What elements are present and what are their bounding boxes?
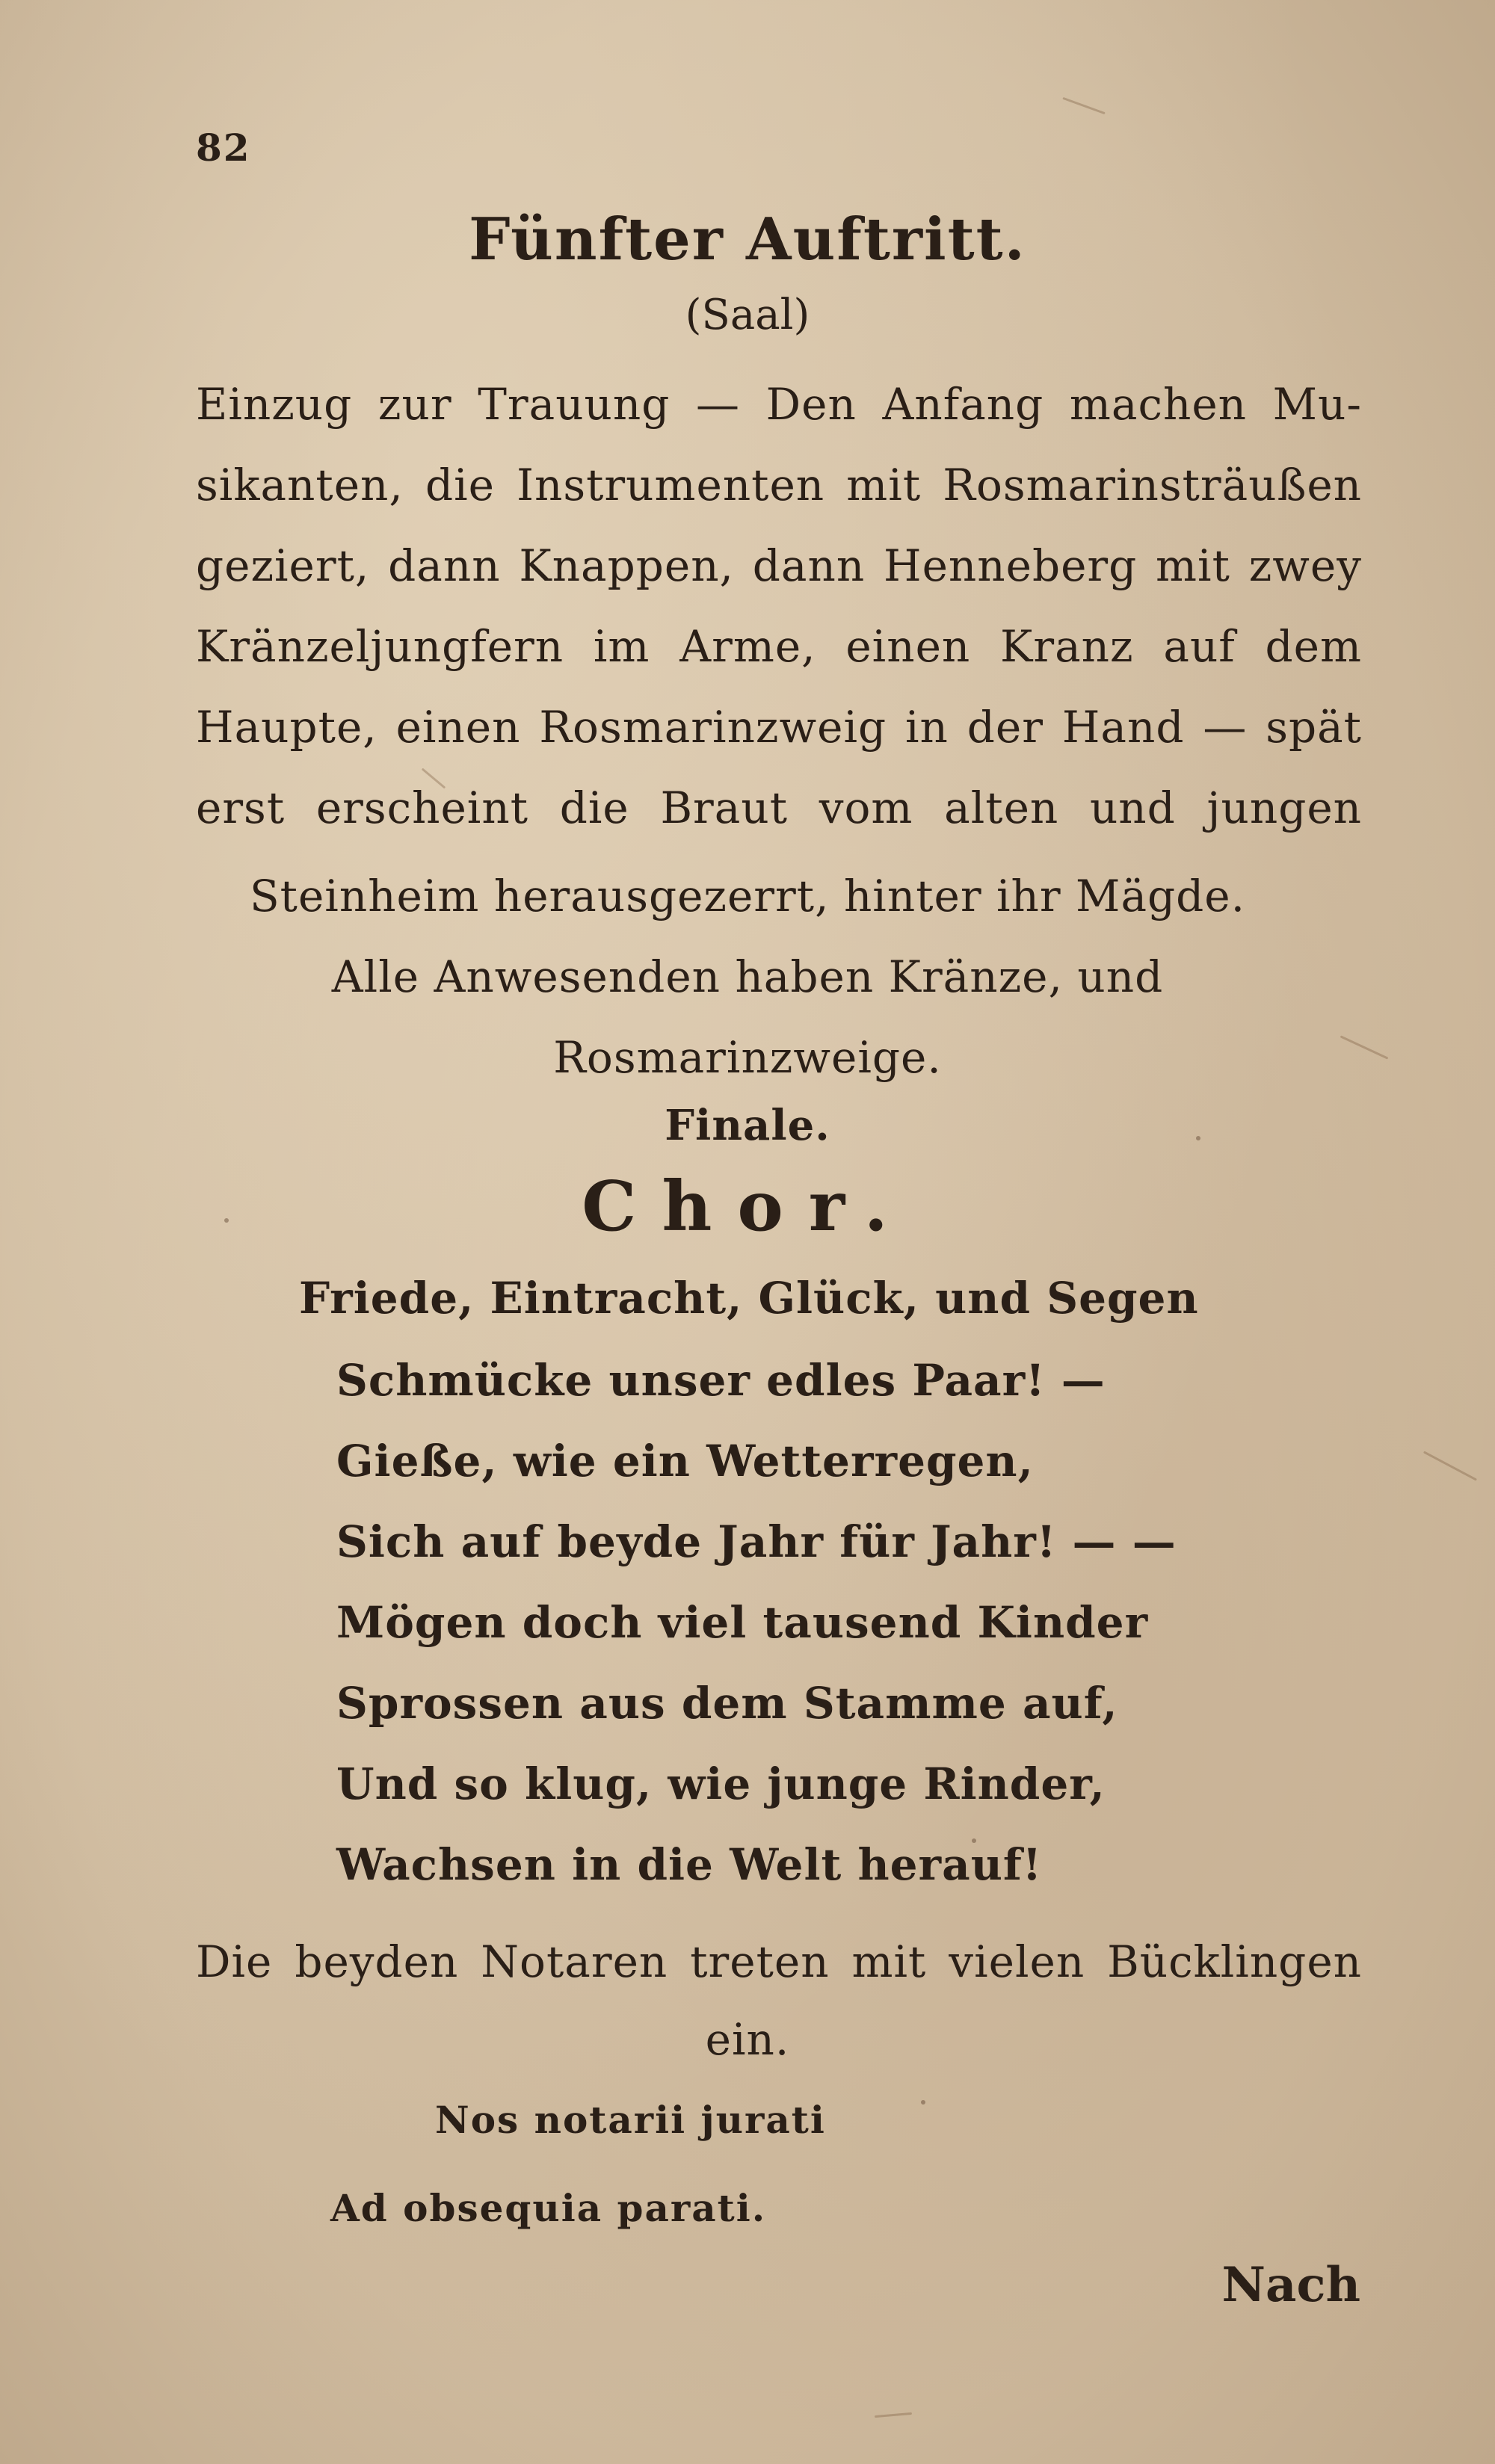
chorus-verse-line: Mögen doch viel tausend Kinder	[336, 1597, 1149, 1648]
stage-direction-line: Kränzeljungfern im Arme, einen Kranz auf dem	[196, 621, 1362, 672]
latin-verse-line: Nos notarii jurati	[435, 2098, 826, 2142]
finale-heading: Finale.	[665, 1101, 830, 1150]
scene-location: (Saal)	[685, 291, 810, 339]
paper-fiber	[1423, 1451, 1477, 1480]
attendance-direction: Rosmarinzweige.	[553, 1032, 942, 1083]
stage-direction-line: sikanten, die Instrumenten mit Rosmarinsträußen	[196, 460, 1362, 510]
notaries-direction: Die beyden Notaren treten mit vielen Bücklingen	[196, 1936, 1362, 1987]
chorus-verse-line: Gieße, wie ein Wetterregen,	[336, 1436, 1034, 1486]
page-number: 82	[196, 126, 251, 170]
stage-direction-line: Einzug zur Trauung — Den Anfang machen Mu-	[196, 379, 1362, 430]
paper-fiber	[1062, 97, 1105, 114]
chorus-verse-line: Schmücke unser edles Paar! —	[336, 1355, 1106, 1406]
notaries-direction: ein.	[705, 2014, 790, 2065]
chorus-heading: Chor.	[582, 1166, 913, 1247]
latin-verse-line: Ad obsequia parati.	[330, 2186, 767, 2230]
chorus-verse-line: Sprossen aus dem Stamme auf,	[336, 1678, 1118, 1729]
scene-title: Fünfter Auftritt.	[469, 206, 1026, 274]
chorus-verse-line: Wachsen in die Welt herauf!	[336, 1839, 1043, 1890]
catchword: Nach	[1221, 2257, 1360, 2313]
stage-direction-line: Haupte, einen Rosmarinzweig in der Hand — spät	[196, 702, 1362, 753]
stage-direction-line: erst erscheint die Braut vom alten und jungen	[196, 782, 1362, 833]
stage-direction-line: geziert, dann Knappen, dann Henneberg mit zwey	[196, 540, 1362, 591]
chorus-verse-line: Friede, Eintracht, Glück, und Segen	[299, 1273, 1199, 1324]
paper-fiber	[875, 2412, 912, 2418]
paper-speck	[921, 2100, 925, 2105]
attendance-direction: Alle Anwesenden haben Kränze, und	[331, 951, 1164, 1002]
chorus-verse-line: Sich auf beyde Jahr für Jahr! — —	[336, 1516, 1177, 1567]
stage-direction-line: Steinheim herausgezerrt, hinter ihr Mägde.	[249, 871, 1246, 921]
chorus-verse-line: Und so klug, wie junge Rinder,	[336, 1759, 1106, 1809]
